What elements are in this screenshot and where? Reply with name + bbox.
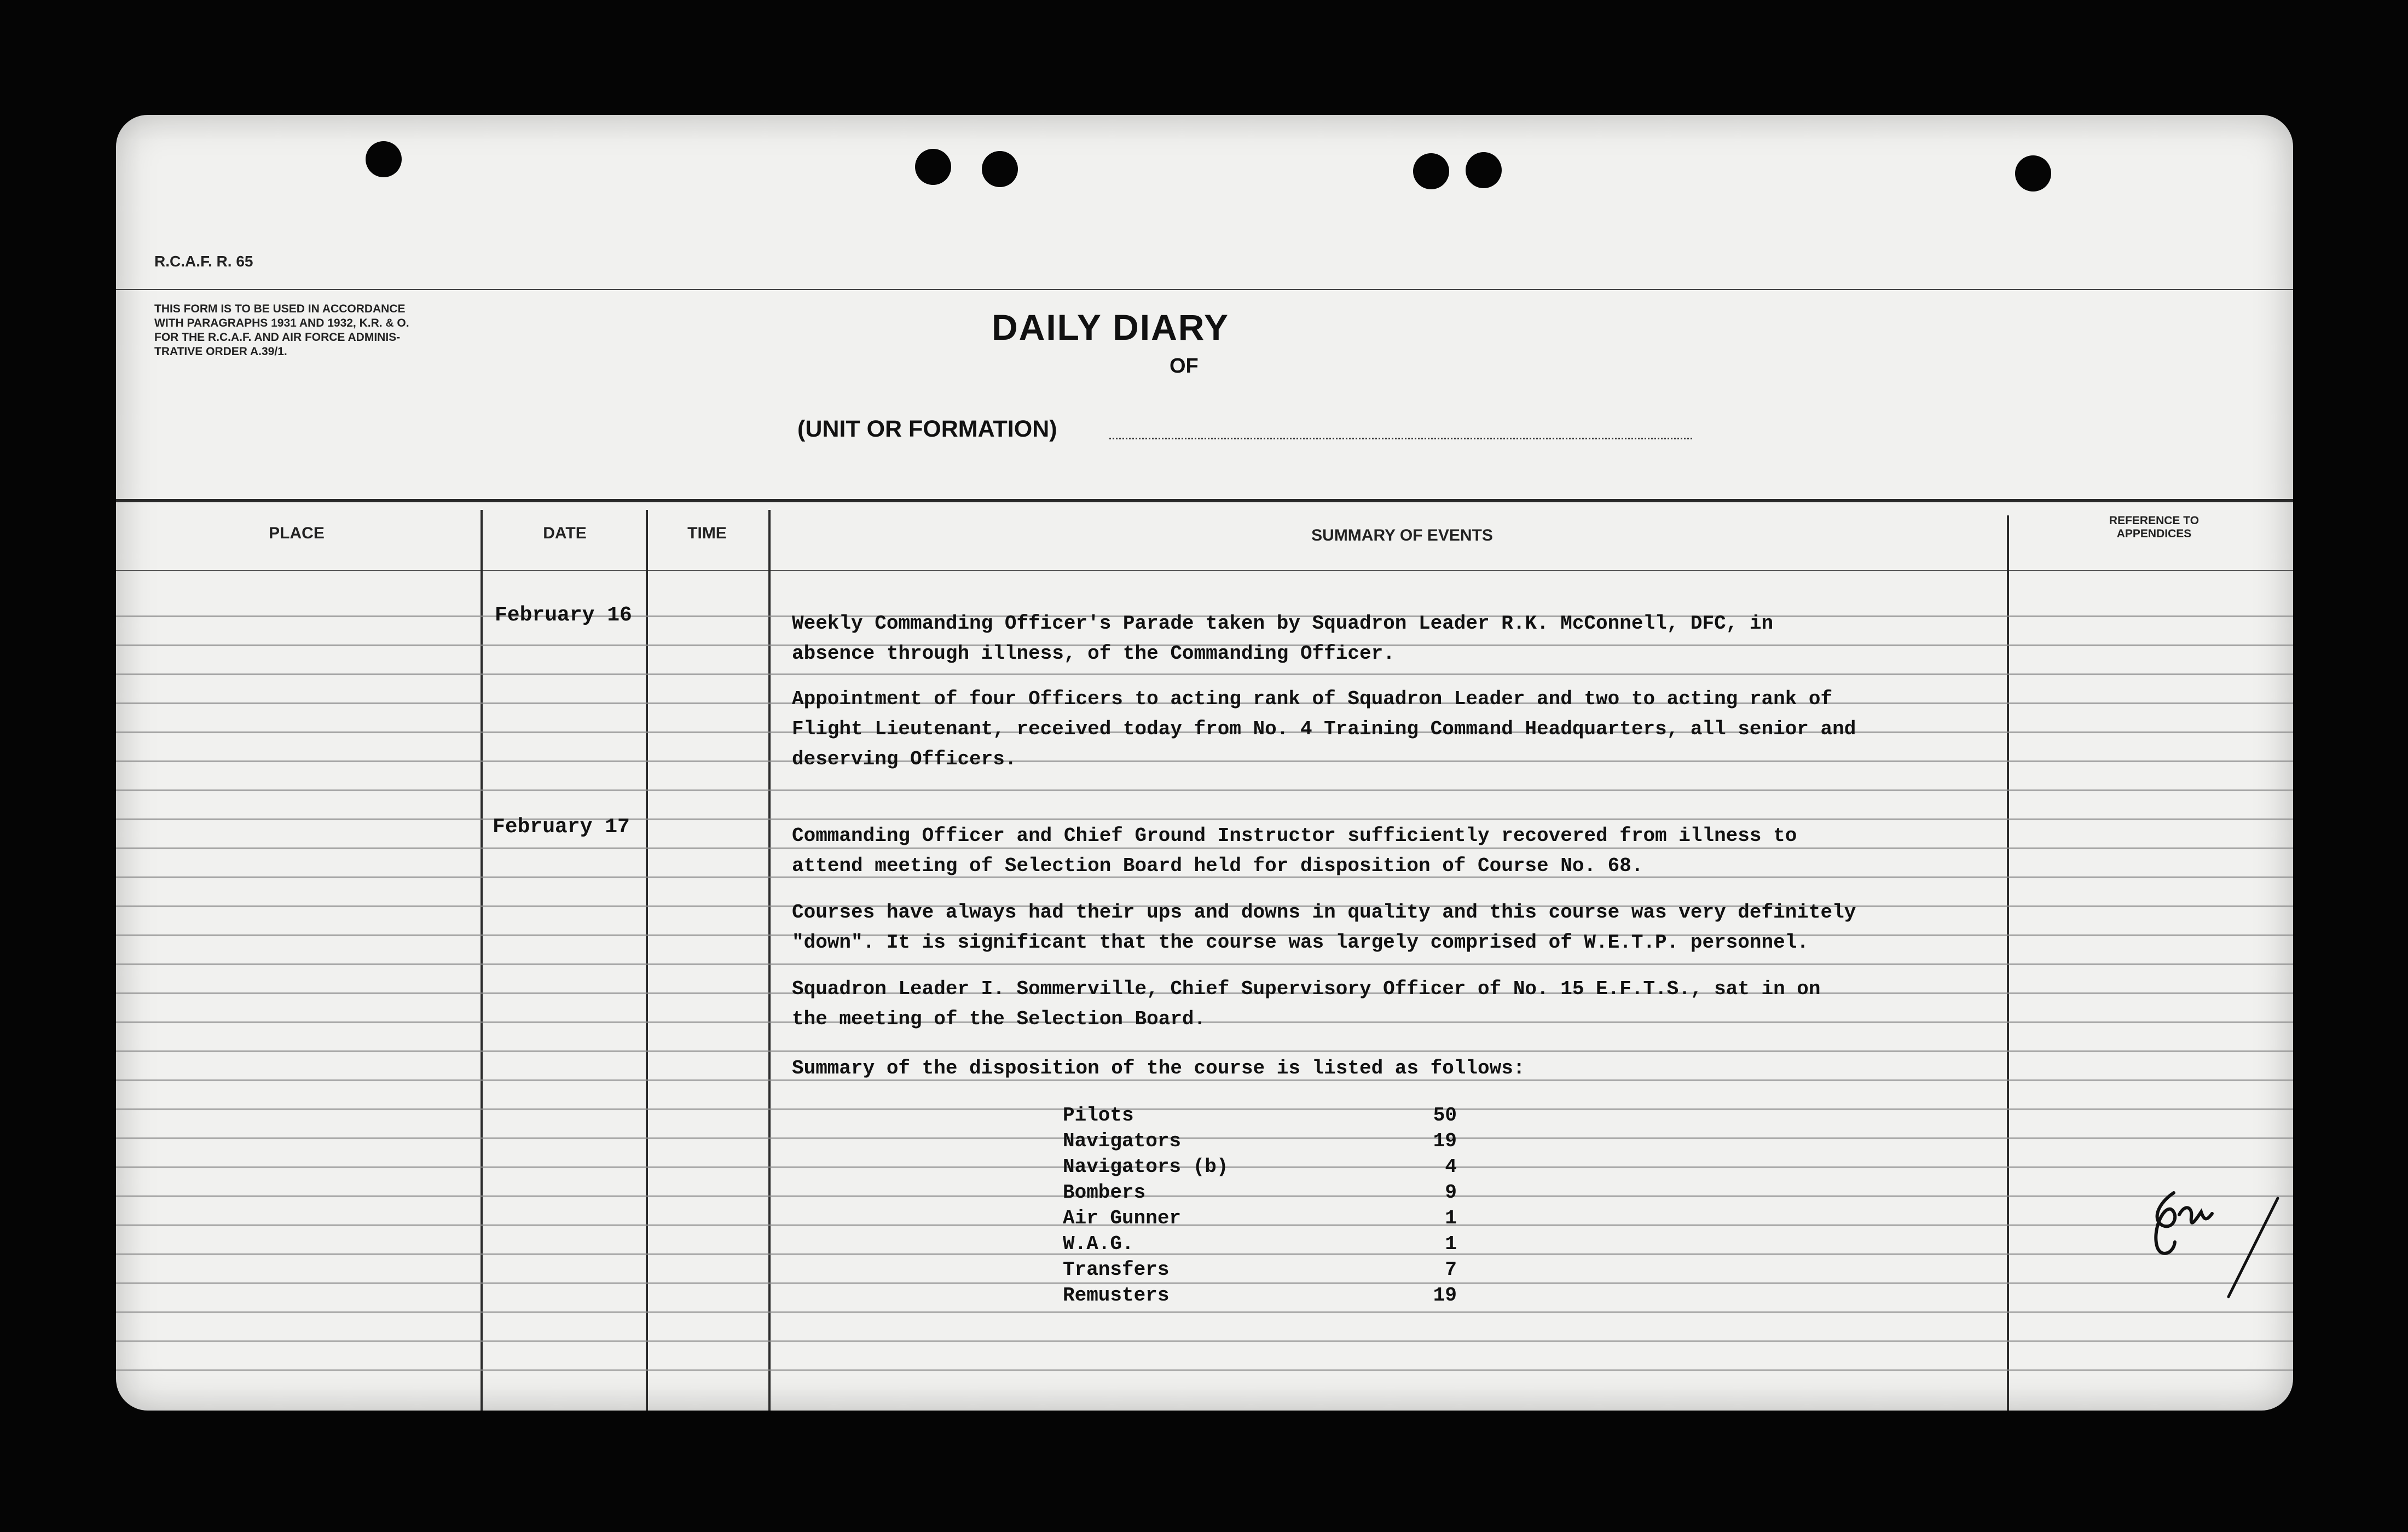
disposition-label: Navigators bbox=[1063, 1130, 1182, 1152]
form-number: R.C.A.F. R. 65 bbox=[154, 253, 253, 270]
disposition-count: 19 bbox=[1433, 1284, 1457, 1307]
table-header-rule bbox=[116, 570, 2293, 571]
disposition-label: Bombers bbox=[1063, 1181, 1146, 1204]
disposition-count: 19 bbox=[1433, 1130, 1457, 1152]
event-paragraph bbox=[792, 684, 2029, 774]
event-line: Courses have always had their ups and downs in quality and this course was very definitely bbox=[792, 901, 1856, 924]
disposition-label: Air Gunner bbox=[1063, 1207, 1182, 1229]
column-header-reference: REFERENCE TO APPENDICES bbox=[2109, 514, 2199, 540]
event-line: Commanding Officer and Chief Ground Instructor sufficiently recovered from illness to bbox=[792, 825, 1797, 847]
disposition-count: 1 bbox=[1445, 1207, 1457, 1229]
event-line: "down". It is significant that the course was largely comprised of W.E.T.P. personnel. bbox=[792, 931, 1809, 954]
header-divider bbox=[116, 289, 2293, 290]
event-line: Appointment of four Officers to acting rank of Squadron Leader and two to acting rank of bbox=[792, 688, 1833, 710]
punch-hole bbox=[915, 149, 951, 185]
disposition-label: Remusters bbox=[1063, 1284, 1170, 1307]
disposition-count: 9 bbox=[1445, 1181, 1457, 1204]
table-top-rule bbox=[116, 499, 2293, 502]
event-line: attend meeting of Selection Board held for disposition of Course No. 68. bbox=[792, 855, 1643, 877]
event-line: Flight Lieutenant, received today from No. 4 Training Command Headquarters, all senior and bbox=[792, 718, 1856, 740]
disposition-count: 1 bbox=[1445, 1233, 1457, 1255]
unit-blank-line bbox=[1109, 438, 1692, 439]
notice-line: TRATIVE ORDER A.39/1. bbox=[154, 345, 287, 358]
punch-hole bbox=[2015, 155, 2051, 192]
entry-date: February 17 bbox=[493, 815, 630, 839]
column-header-time: TIME bbox=[687, 524, 727, 542]
event-paragraph bbox=[792, 974, 2029, 1034]
event-paragraph bbox=[792, 821, 2029, 881]
page-title: DAILY DIARY bbox=[992, 307, 1229, 347]
form-notice bbox=[154, 302, 548, 359]
event-line: absence through illness, of the Commanding Officer. bbox=[792, 642, 1395, 665]
title-of: OF bbox=[1170, 355, 1199, 378]
event-paragraph bbox=[792, 608, 2029, 669]
event-paragraph bbox=[792, 1053, 2029, 1083]
column-header-date: DATE bbox=[543, 524, 587, 542]
notice-line: WITH PARAGRAPHS 1931 AND 1932, K.R. & O. bbox=[154, 317, 409, 329]
entry-date: February 16 bbox=[495, 603, 632, 627]
event-line: deserving Officers. bbox=[792, 748, 1017, 770]
punch-hole bbox=[1466, 152, 1502, 188]
column-header-summary: SUMMARY OF EVENTS bbox=[1311, 526, 1493, 544]
event-line: Summary of the disposition of the course is listed as follows: bbox=[792, 1057, 1525, 1080]
notice-line: THIS FORM IS TO BE USED IN ACCORDANCE bbox=[154, 303, 406, 315]
event-paragraph bbox=[792, 897, 2029, 958]
column-header-place: PLACE bbox=[269, 524, 325, 542]
disposition-label: W.A.G. bbox=[1063, 1233, 1134, 1255]
disposition-label: Navigators (b) bbox=[1063, 1156, 1229, 1178]
punch-hole bbox=[982, 151, 1018, 187]
notice-line: FOR THE R.C.A.F. AND AIR FORCE ADMINIS- bbox=[154, 331, 401, 344]
handwritten-initials bbox=[2141, 1182, 2283, 1308]
disposition-label: Pilots bbox=[1063, 1104, 1134, 1127]
event-line: the meeting of the Selection Board. bbox=[792, 1008, 1206, 1030]
disposition-count: 50 bbox=[1433, 1104, 1457, 1127]
event-line: Squadron Leader I. Sommerville, Chief Supervisory Officer of No. 15 E.F.T.S., sat in on bbox=[792, 978, 1821, 1000]
punch-hole bbox=[366, 141, 402, 177]
disposition-count: 4 bbox=[1445, 1156, 1457, 1178]
unit-label: (UNIT OR FORMATION) bbox=[797, 416, 1057, 442]
event-line: Weekly Commanding Officer's Parade taken by Squadron Leader R.K. McConnell, DFC, in bbox=[792, 612, 1774, 635]
disposition-count: 7 bbox=[1445, 1258, 1457, 1281]
punch-hole bbox=[1413, 153, 1449, 189]
disposition-label: Transfers bbox=[1063, 1258, 1170, 1281]
diary-card bbox=[116, 115, 2293, 1411]
